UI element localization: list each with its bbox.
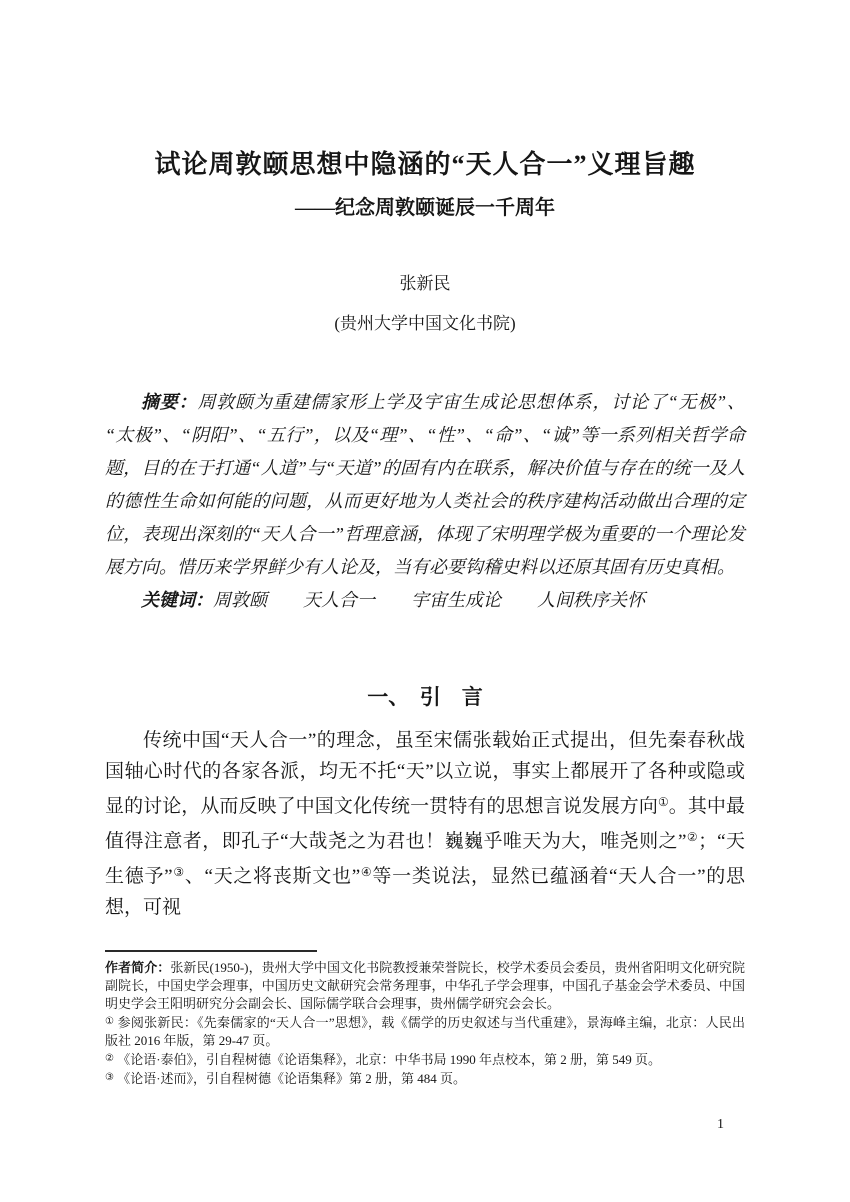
footnote-text: 参阅张新民：《先秦儒家的“天人合一”思想》，载《儒学的历史叙述与当代重建》，景海峰主编，北京：人民出版社 2016 年版，第 29-47 页。 xyxy=(105,1015,745,1048)
footnotes-block xyxy=(105,959,745,1088)
footnote-ref: ③ xyxy=(172,865,185,879)
abstract-label: 摘要： xyxy=(141,392,198,412)
page-number: 1 xyxy=(717,1117,724,1132)
text-column xyxy=(0,148,850,1088)
footnote-ref: ④ xyxy=(360,865,373,879)
paragraph-text: 传统中国“天人合一”的理念，虽至宋儒张载始正式提出，但先秦春秋战国轴心时代的各家各派，均无不托“天”以立说，事实上都展开了各种或隐或显的讨论，从而反映了中国文化传统一贯特有的思想言说发展方向 xyxy=(105,730,745,817)
footnote-item xyxy=(105,1013,745,1050)
abstract-paragraph xyxy=(105,386,745,584)
paper-title: 试论周敦颐思想中隐涵的“天人合一”义理旨趣 xyxy=(154,150,696,179)
keywords-line xyxy=(105,584,745,617)
footnote-item xyxy=(105,1050,745,1069)
keywords-label: 关键词： xyxy=(141,590,213,610)
abstract-text: 周敦颐为重建儒家形上学及宇宙生成论思想体系，讨论了“无极”、“太极”、“阴阳”、“五行”，以及“理”、“性”、“命”、“诚”等一系列相关哲学命题，目的在于打通“人道”与“天道”的固有内在联系，解决价值与存在的统一及人的德性生命如何能的问题，从而更好地为人类社会的秩序建构活动做出合理的定位，表现出深刻的“天人合一”哲理意涵，体现了宋明理学极为重要的一个理论发展方向。惜历来学界鲜少有人论及，当有必要钩稽史料以还原其固有历史真相。 xyxy=(105,392,745,577)
section-heading: 一、 引 言 xyxy=(367,685,483,709)
footnote-items xyxy=(105,1013,745,1088)
paragraph-text: 等一类说法，显然已蕴涵着“天人合一”的思想，可视 xyxy=(105,866,745,918)
footnote-marker: ② xyxy=(105,1053,114,1064)
paragraph-text: ；“天生德予” xyxy=(105,831,745,887)
intro-paragraph xyxy=(105,725,745,923)
footnote-text: 《论语·泰伯》，引自程树德《论语集释》，北京：中华书局 1990 年点校本，第 2 册，第 549 页。 xyxy=(113,1052,662,1067)
author-affiliation: (贵州大学中国文化书院) xyxy=(334,314,516,333)
author-bio-label: 作者简介： xyxy=(105,960,171,975)
keywords-list: 周敦颐 天人合一 宇宙生成论 人间秩序关怀 xyxy=(213,590,645,610)
footnote-text: 《论语·述而》，引自程树德《论语集释》第 2 册，第 484 页。 xyxy=(113,1071,467,1086)
author-bio-footnote xyxy=(105,959,745,1013)
footnote-marker: ③ xyxy=(105,1072,114,1083)
footnote-marker: ① xyxy=(105,1016,115,1027)
author-name: 张新民 xyxy=(399,274,451,293)
paragraph-text: 、“天之将丧斯文也” xyxy=(184,866,361,887)
footnote-item xyxy=(105,1069,745,1088)
paragraph-text: 。其中最值得注意者，即孔子“大哉尧之为君也！巍巍乎唯天为大，唯尧则之” xyxy=(105,796,745,852)
footnote-separator xyxy=(105,950,317,952)
author-bio-text: 张新民(1950-)，贵州大学中国文化书院教授兼荣誉院长，校学术委员会委员，贵州省阳明文化研究院副院长，中国史学会理事，中国历史文献研究会常务理事，中华孔子学会理事，中国孔子基金会学术委员、中国明史学会王阳明研究分会副会长、国际儒学联合会理事，贵州儒学研究会会长。 xyxy=(105,960,745,1011)
footnote-ref: ② xyxy=(686,830,699,844)
paper-subtitle: ——纪念周敦颐诞辰一千周年 xyxy=(295,197,555,219)
footnote-ref: ① xyxy=(657,795,669,809)
